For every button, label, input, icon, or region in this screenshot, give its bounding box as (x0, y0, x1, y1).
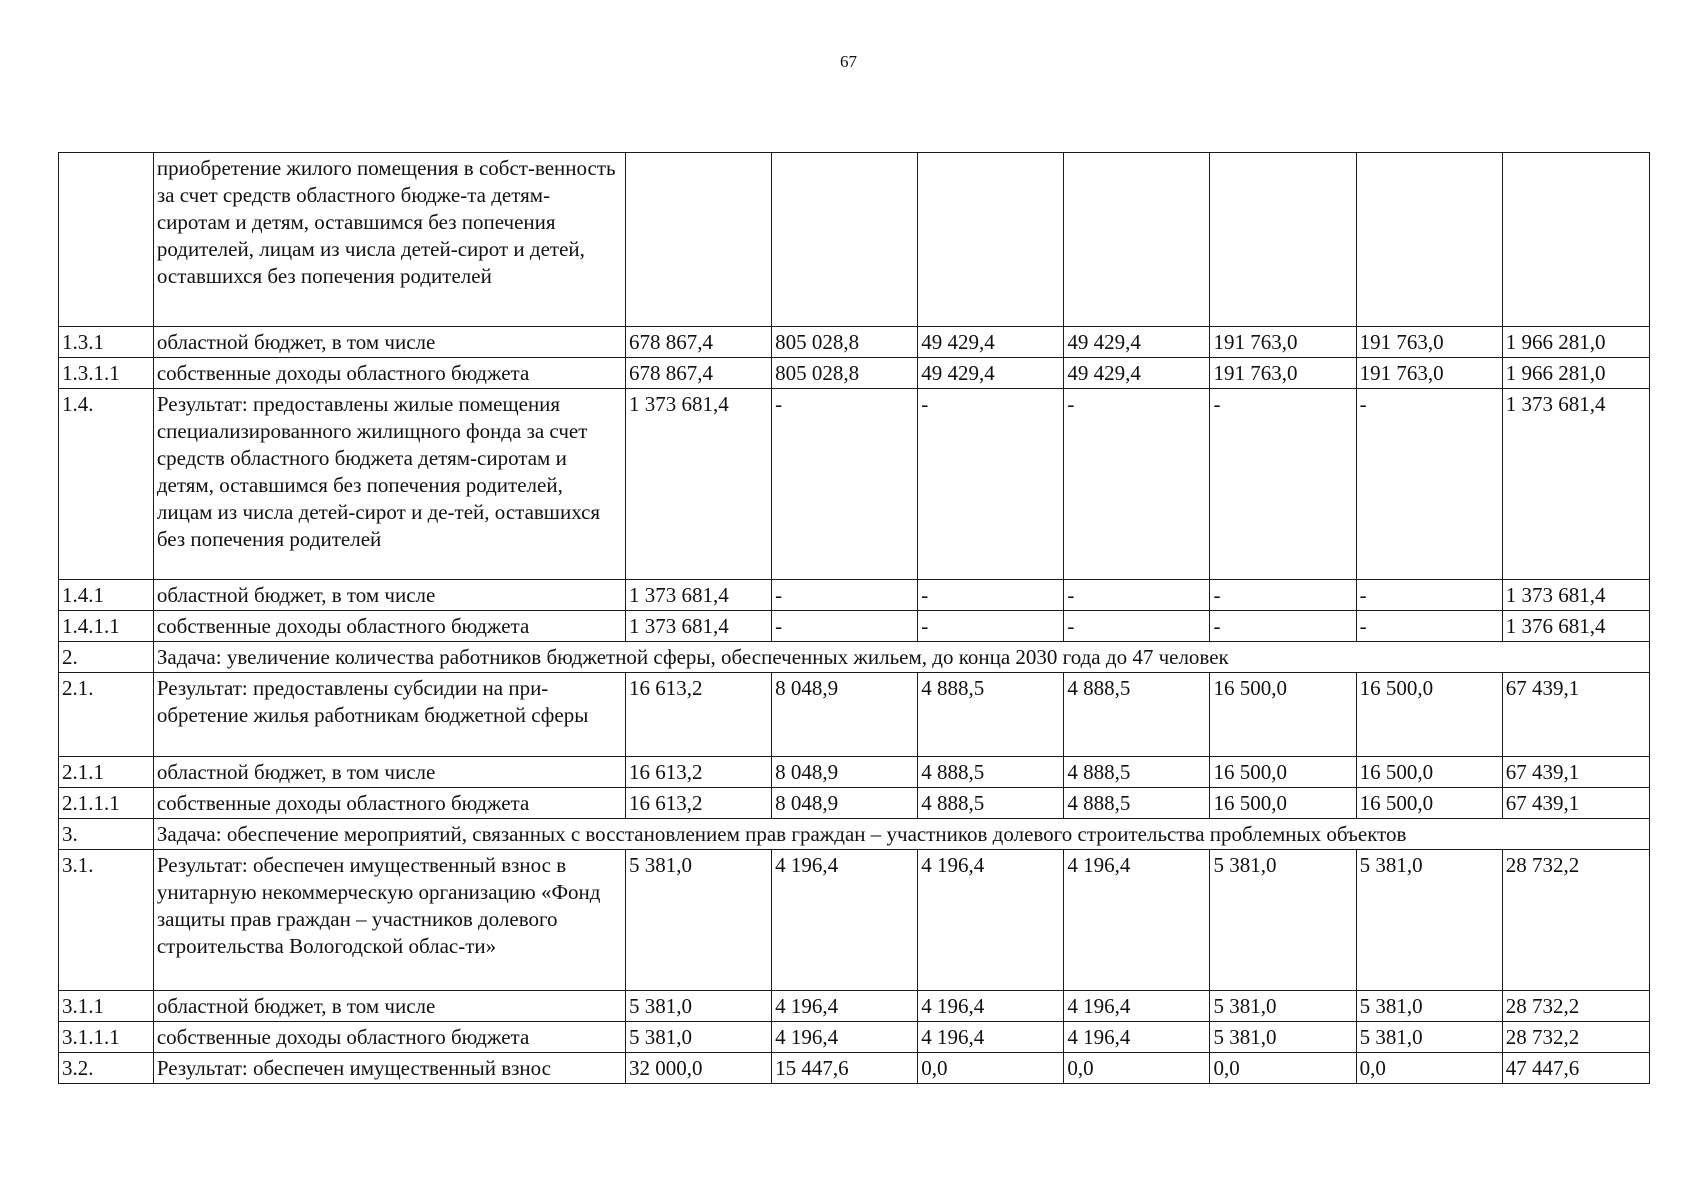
value-cell: 16 613,2 (626, 788, 772, 819)
value-cell (918, 153, 1064, 327)
value-cell: 0,0 (1064, 1053, 1210, 1084)
row-description: приобретение жилого помещения в собст-венность за счет средств областного бюдже-та детям-сиротам и детям, оставшимся без попечения родителей, лицам из числа детей-сирот и детей, оставшихся без попечения родителей (153, 153, 625, 327)
row-description: областной бюджет, в том числе (153, 757, 625, 788)
row-description: Результат: обеспечен имущественный взнос в унитарную некоммерческую организацию «Фонд защиты прав граждан – участников долевого строительства Вологодской облас-ти» (153, 850, 625, 991)
total-cell: 1 966 281,0 (1502, 327, 1649, 358)
value-cell: - (918, 580, 1064, 611)
value-cell: - (772, 389, 918, 580)
value-cell: 16 500,0 (1356, 788, 1502, 819)
table-row (59, 580, 1650, 611)
total-cell (1502, 153, 1649, 327)
value-cell: 4 196,4 (1064, 1022, 1210, 1053)
value-cell: 16 500,0 (1356, 757, 1502, 788)
table-row (59, 1022, 1650, 1053)
total-cell: 67 439,1 (1502, 788, 1649, 819)
value-cell: 0,0 (1210, 1053, 1356, 1084)
table-row (59, 991, 1650, 1022)
value-cell: 5 381,0 (1210, 1022, 1356, 1053)
value-cell: - (1210, 389, 1356, 580)
value-cell: 5 381,0 (1356, 1022, 1502, 1053)
value-cell: 4 196,4 (772, 991, 918, 1022)
row-number: 1.4.1 (59, 580, 154, 611)
total-cell: 1 373 681,4 (1502, 389, 1649, 580)
value-cell: 4 196,4 (1064, 850, 1210, 991)
value-cell: 4 196,4 (772, 1022, 918, 1053)
budget-table (58, 152, 1650, 1084)
value-cell (1356, 153, 1502, 327)
row-number: 2. (59, 642, 154, 673)
value-cell: 4 888,5 (1064, 757, 1210, 788)
table-body (59, 153, 1650, 1084)
value-cell: - (1356, 389, 1502, 580)
table-row (59, 788, 1650, 819)
row-description: собственные доходы областного бюджета (153, 788, 625, 819)
value-cell: - (1064, 389, 1210, 580)
value-cell: 4 196,4 (918, 850, 1064, 991)
row-description: Результат: обеспечен имущественный взнос (153, 1053, 625, 1084)
total-cell: 28 732,2 (1502, 850, 1649, 991)
row-number: 2.1.1.1 (59, 788, 154, 819)
row-number: 1.4.1.1 (59, 611, 154, 642)
row-number: 3.1.1.1 (59, 1022, 154, 1053)
total-cell: 67 439,1 (1502, 673, 1649, 757)
value-cell: - (1064, 580, 1210, 611)
value-cell: - (918, 611, 1064, 642)
row-description: собственные доходы областного бюджета (153, 358, 625, 389)
value-cell: 5 381,0 (1356, 850, 1502, 991)
value-cell: 4 196,4 (1064, 991, 1210, 1022)
table-row (59, 850, 1650, 991)
value-cell: 5 381,0 (1210, 991, 1356, 1022)
value-cell: 0,0 (918, 1053, 1064, 1084)
task-row (59, 819, 1650, 850)
row-description: Результат: предоставлены жилые помещения специализированного жилищного фонда за счет средств областного бюджета детям-сиротам и детям, оставшимся без попечения родителей, лицам из числа детей-сирот и де-тей, оставшихся без попечения родителей (153, 389, 625, 580)
value-cell: 49 429,4 (1064, 358, 1210, 389)
value-cell: 32 000,0 (626, 1053, 772, 1084)
value-cell: 678 867,4 (626, 358, 772, 389)
row-description: областной бюджет, в том числе (153, 327, 625, 358)
value-cell: 191 763,0 (1356, 358, 1502, 389)
value-cell: - (1210, 580, 1356, 611)
value-cell: 16 500,0 (1356, 673, 1502, 757)
value-cell: 16 500,0 (1210, 757, 1356, 788)
value-cell: 16 613,2 (626, 757, 772, 788)
value-cell: 5 381,0 (626, 1022, 772, 1053)
value-cell: 1 373 681,4 (626, 611, 772, 642)
value-cell: 4 196,4 (918, 1022, 1064, 1053)
value-cell: 15 447,6 (772, 1053, 918, 1084)
value-cell: 0,0 (1356, 1053, 1502, 1084)
value-cell: 1 373 681,4 (626, 389, 772, 580)
value-cell: 16 500,0 (1210, 788, 1356, 819)
row-number: 1.4. (59, 389, 154, 580)
page-number: 67 (840, 52, 857, 71)
value-cell: - (1064, 611, 1210, 642)
value-cell: - (772, 611, 918, 642)
value-cell: 49 429,4 (918, 327, 1064, 358)
table-row (59, 1053, 1650, 1084)
value-cell: 191 763,0 (1356, 327, 1502, 358)
row-number: 1.3.1.1 (59, 358, 154, 389)
value-cell: 5 381,0 (626, 991, 772, 1022)
task-description: Задача: обеспечение мероприятий, связанных с восстановлением прав граждан – участников долевого строительства проблемных объектов (153, 819, 1649, 850)
value-cell: 191 763,0 (1210, 358, 1356, 389)
value-cell (772, 153, 918, 327)
value-cell: 8 048,9 (772, 788, 918, 819)
value-cell: 1 373 681,4 (626, 580, 772, 611)
value-cell (1210, 153, 1356, 327)
value-cell: 191 763,0 (1210, 327, 1356, 358)
row-number: 3.2. (59, 1053, 154, 1084)
total-cell: 1 373 681,4 (1502, 580, 1649, 611)
total-cell: 1 966 281,0 (1502, 358, 1649, 389)
value-cell: - (1356, 611, 1502, 642)
row-description: собственные доходы областного бюджета (153, 611, 625, 642)
value-cell: 805 028,8 (772, 358, 918, 389)
row-number: 3.1.1 (59, 991, 154, 1022)
value-cell: 4 196,4 (918, 991, 1064, 1022)
table-row (59, 611, 1650, 642)
value-cell: 678 867,4 (626, 327, 772, 358)
value-cell: - (772, 580, 918, 611)
value-cell: - (918, 389, 1064, 580)
table-row (59, 153, 1650, 327)
value-cell: - (1356, 580, 1502, 611)
value-cell: 16 613,2 (626, 673, 772, 757)
total-cell: 28 732,2 (1502, 1022, 1649, 1053)
row-number: 3. (59, 819, 154, 850)
row-number: 3.1. (59, 850, 154, 991)
table-row (59, 673, 1650, 757)
row-number: 2.1.1 (59, 757, 154, 788)
table-row (59, 389, 1650, 580)
task-row (59, 642, 1650, 673)
table-row (59, 358, 1650, 389)
value-cell (626, 153, 772, 327)
value-cell: 49 429,4 (1064, 327, 1210, 358)
value-cell: 4 888,5 (1064, 788, 1210, 819)
value-cell: 5 381,0 (1210, 850, 1356, 991)
value-cell: 4 888,5 (1064, 673, 1210, 757)
value-cell: 4 196,4 (772, 850, 918, 991)
value-cell: 4 888,5 (918, 788, 1064, 819)
value-cell (1064, 153, 1210, 327)
value-cell: 5 381,0 (626, 850, 772, 991)
value-cell: 8 048,9 (772, 757, 918, 788)
row-number (59, 153, 154, 327)
total-cell: 67 439,1 (1502, 757, 1649, 788)
value-cell: 805 028,8 (772, 327, 918, 358)
row-description: областной бюджет, в том числе (153, 991, 625, 1022)
value-cell: 49 429,4 (918, 358, 1064, 389)
value-cell: - (1210, 611, 1356, 642)
total-cell: 47 447,6 (1502, 1053, 1649, 1084)
task-description: Задача: увеличение количества работников бюджетной сферы, обеспеченных жильем, до конца 2030 года до 47 человек (153, 642, 1649, 673)
value-cell: 5 381,0 (1356, 991, 1502, 1022)
total-cell: 1 376 681,4 (1502, 611, 1649, 642)
row-description: областной бюджет, в том числе (153, 580, 625, 611)
row-number: 1.3.1 (59, 327, 154, 358)
row-description: Результат: предоставлены субсидии на при-обретение жилья работникам бюджетной сферы (153, 673, 625, 757)
table-row (59, 327, 1650, 358)
value-cell: 16 500,0 (1210, 673, 1356, 757)
value-cell: 4 888,5 (918, 757, 1064, 788)
row-number: 2.1. (59, 673, 154, 757)
total-cell: 28 732,2 (1502, 991, 1649, 1022)
value-cell: 8 048,9 (772, 673, 918, 757)
table-row (59, 757, 1650, 788)
value-cell: 4 888,5 (918, 673, 1064, 757)
row-description: собственные доходы областного бюджета (153, 1022, 625, 1053)
